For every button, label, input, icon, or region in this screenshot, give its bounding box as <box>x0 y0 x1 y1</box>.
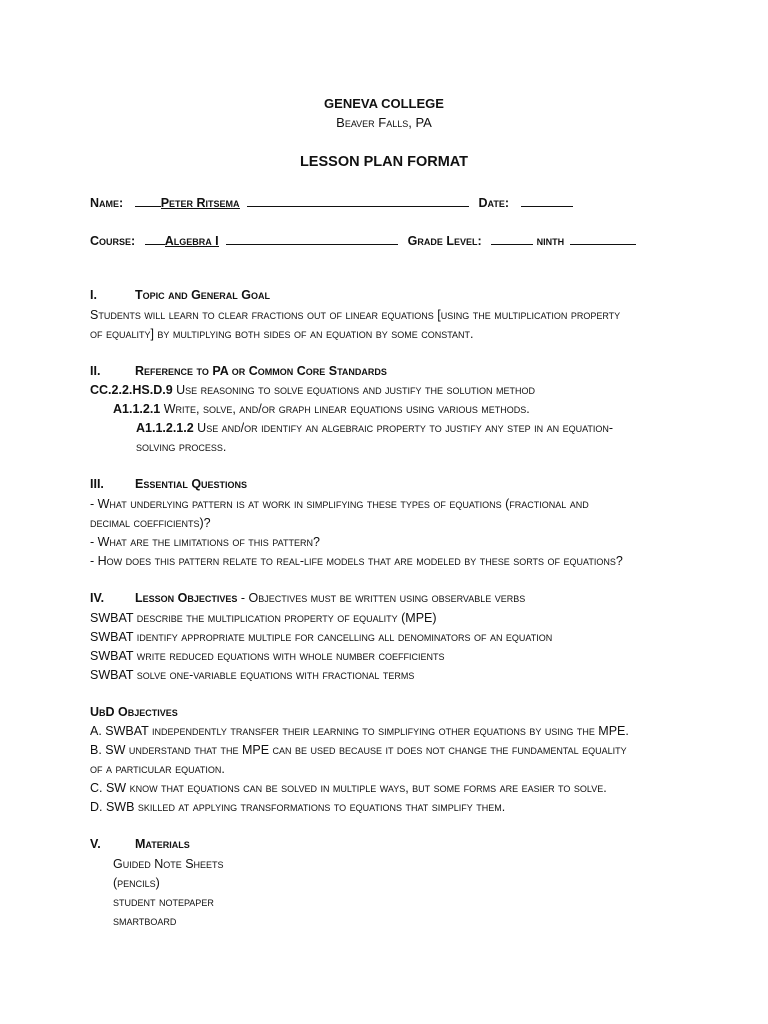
grade-label: Grade Level: <box>407 234 482 248</box>
section-3-heading <box>90 477 247 492</box>
section-2-number: II. <box>90 364 101 378</box>
objective-1 <box>90 611 437 626</box>
objective-text: describe the multiplication property of equality (MPE) <box>133 611 437 625</box>
section-5-heading <box>90 837 190 852</box>
question-1-line2: decimal coefficients)? <box>90 516 211 530</box>
section-1-heading <box>90 288 270 303</box>
material-item: smartboard <box>113 914 177 928</box>
objective-3 <box>90 649 444 664</box>
name-blank-post <box>247 194 469 207</box>
section-5-number: V. <box>90 837 101 851</box>
section-3-number: III. <box>90 477 104 491</box>
standard-a1121-code: A1.1.2.1 <box>113 402 161 416</box>
section-4-note: - Objectives must be written using observable verbs <box>237 591 526 605</box>
objective-text: solve one-variable equations with fractional terms <box>133 668 415 682</box>
section-1-title: Topic and General Goal <box>135 288 271 302</box>
objective-4 <box>90 668 414 683</box>
standard-a1121-text: Write, solve, and/or graph linear equations using various methods. <box>163 402 530 416</box>
objective-2 <box>90 630 552 645</box>
standard-a11212 <box>136 421 613 436</box>
objective-lead: SWBAT <box>90 611 134 625</box>
name-row <box>90 194 573 211</box>
course-value: Algebra I <box>164 234 219 248</box>
section-5-title: Materials <box>135 837 190 851</box>
ubd-objective-c: C. SW know that equations can be solved in multiple ways, but some forms are easier to solve. <box>90 781 607 795</box>
section-4-heading <box>90 591 525 606</box>
standard-a11212-text-line2: solving process. <box>136 440 227 454</box>
standard-cc-text: Use reasoning to solve equations and justify the solution method <box>176 383 535 397</box>
standard-cc-code: CC.2.2.HS.D.9 <box>90 383 173 397</box>
ubd-objective-b-line1: B. SW understand that the MPE can be used because it does not change the fundamental equality <box>90 743 627 757</box>
ubd-heading: UbD Objectives <box>90 705 178 719</box>
ubd-objective-b-line2: of a particular equation. <box>90 762 225 776</box>
section-4-title: Lesson Objectives <box>135 591 238 605</box>
objective-text: write reduced equations with whole number coefficients <box>133 649 445 663</box>
question-3: - How does this pattern relate to real-life models that are modeled by these sorts of equations? <box>90 554 623 568</box>
course-blank-post <box>226 232 398 245</box>
material-item: Guided Note Sheets <box>113 857 224 871</box>
objective-lead: SWBAT <box>90 630 134 644</box>
course-row <box>90 232 636 249</box>
section-2-heading <box>90 364 387 379</box>
section-1-body-line2: of equality] by multiplying both sides of an equation by some constant. <box>90 327 474 341</box>
standard-a11212-code: A1.1.2.1.2 <box>136 421 194 435</box>
question-1-line1: - What underlying pattern is at work in simplifying these types of equations (fractional and <box>90 497 589 511</box>
section-1-number: I. <box>90 288 97 302</box>
name-label: Name: <box>90 196 124 210</box>
objective-text: identify appropriate multiple for cancelling all denominators of an equation <box>133 630 553 644</box>
material-item: student notepaper <box>113 895 214 909</box>
college-location: Beaver Falls, PA <box>336 115 432 130</box>
grade-value: ninth <box>536 234 565 248</box>
ubd-objective-d: D. SWB skilled at applying transformations to equations that simplify them. <box>90 800 506 814</box>
date-blank <box>521 194 573 207</box>
objective-lead: SWBAT <box>90 649 134 663</box>
standard-a1121 <box>113 402 530 417</box>
name-blank-pre <box>135 194 161 207</box>
standard-a11212-text: Use and/or identify an algebraic property to justify any step in an equation- <box>197 421 614 435</box>
course-blank-pre <box>145 232 165 245</box>
objective-lead: SWBAT <box>90 668 134 682</box>
section-3-title: Essential Questions <box>135 477 248 491</box>
section-1-body-line1: Students will learn to clear fractions out of linear equations [using the multiplication property <box>90 308 621 322</box>
grade-blank-pre <box>491 232 533 245</box>
section-2-title: Reference to PA or Common Core Standards <box>135 364 387 378</box>
ubd-objective-a: A. SWBAT independently transfer their learning to simplifying other equations by using the MPE. <box>90 724 629 738</box>
college-name: GENEVA COLLEGE <box>324 96 444 111</box>
material-item: (pencils) <box>113 876 160 890</box>
section-4-number: IV. <box>90 591 105 605</box>
question-2: - What are the limitations of this pattern? <box>90 535 320 549</box>
course-label: Course: <box>90 234 136 248</box>
date-label: Date: <box>478 196 510 210</box>
document-title: LESSON PLAN FORMAT <box>299 154 469 170</box>
standard-cc <box>90 383 535 398</box>
name-value: Peter Ritsema <box>160 196 240 210</box>
grade-blank-post <box>570 232 636 245</box>
